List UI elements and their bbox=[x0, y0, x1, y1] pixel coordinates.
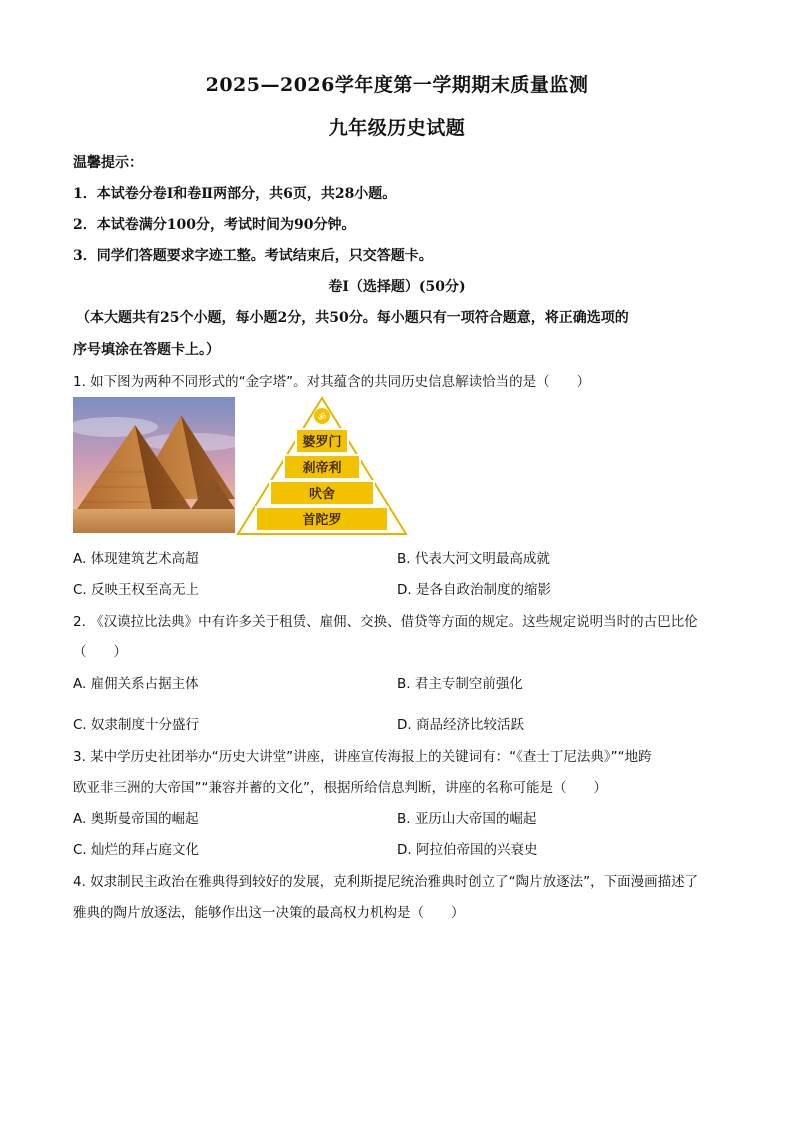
exam-title: 2025—2026学年度第一学期期末质量监测 bbox=[205, 74, 589, 96]
option-a[interactable]: A. 雇佣关系占据主体 bbox=[73, 676, 199, 692]
option-d[interactable]: D. 阿拉伯帝国的兴衰史 bbox=[397, 842, 538, 858]
option-b[interactable]: B. 代表大河文明最高成就 bbox=[397, 551, 550, 567]
egyptian-pyramids-image bbox=[73, 397, 235, 533]
caste-level-kshatriya: 刹帝利 bbox=[302, 461, 342, 476]
question-stem: 2. 《汉谟拉比法典》中有许多关于租赁、雇佣、交换、借贷等方面的规定。这些规定说明当时的古巴比伦 bbox=[73, 614, 698, 630]
caste-pyramid-diagram bbox=[236, 396, 408, 536]
section-instruction: 序号填涂在答题卡上。） bbox=[73, 342, 220, 358]
question-stem: 雅典的陶片放逐法，能够作出这一决策的最高权力机构是（ ） bbox=[73, 905, 465, 921]
tip-item: 3．同学们答题要求字迹工整。考试结束后，只交答题卡。 bbox=[73, 248, 433, 264]
question-stem: （ ） bbox=[73, 644, 127, 660]
section-title: 卷Ⅰ（选择题）(50分) bbox=[328, 279, 466, 295]
option-b[interactable]: B. 亚历山大帝国的崛起 bbox=[397, 811, 537, 827]
tips-label: 温馨提示： bbox=[73, 155, 143, 171]
tip-item: 1．本试卷分卷Ⅰ和卷Ⅱ两部分，共6页，共28小题。 bbox=[73, 186, 397, 202]
section-instruction: （本大题共有25个小题，每小题2分，共50分。每小题只有一项符合题意，将正确选项的 bbox=[76, 310, 629, 326]
option-d[interactable]: D. 是各自政治制度的缩影 bbox=[397, 582, 551, 598]
question-stem: 4. 奴隶制民主政治在雅典得到较好的发展，克利斯提尼统治雅典时创立了“陶片放逐法”，下面漫画描述了 bbox=[73, 874, 699, 890]
option-c[interactable]: C. 反映王权至高无上 bbox=[73, 582, 200, 598]
option-c[interactable]: C. 奴隶制度十分盛行 bbox=[73, 717, 200, 733]
exam-subtitle: 九年级历史试题 bbox=[328, 117, 466, 139]
option-b[interactable]: B. 君主专制空前强化 bbox=[397, 676, 523, 692]
tip-item: 2．本试卷满分100分，考试时间为90分钟。 bbox=[73, 217, 356, 233]
option-a[interactable]: A. 奥斯曼帝国的崛起 bbox=[73, 811, 199, 827]
question-stem: 3. 某中学历史社团举办“历史大讲堂”讲座，讲座宣传海报上的关键词有：“《查士丁尼法典》”“地跨 bbox=[73, 749, 652, 765]
option-d[interactable]: D. 商品经济比较活跃 bbox=[397, 717, 524, 733]
option-c[interactable]: C. 灿烂的拜占庭文化 bbox=[73, 842, 200, 858]
svg-text:ॐ: ॐ bbox=[317, 413, 327, 423]
caste-level-brahmin: 婆罗门 bbox=[302, 435, 342, 450]
option-a[interactable]: A. 体现建筑艺术高超 bbox=[73, 551, 199, 567]
question-stem: 欧亚非三洲的大帝国”“兼容并蓄的文化”，根据所给信息判断，讲座的名称可能是（ ） bbox=[73, 780, 607, 796]
caste-level-vaishya: 吠舍 bbox=[308, 487, 335, 502]
question-stem: 1. 如下图为两种不同形式的“金字塔”。对其蕴含的共同历史信息解读恰当的是（ ） bbox=[73, 374, 591, 390]
caste-level-shudra: 首陀罗 bbox=[302, 513, 342, 528]
